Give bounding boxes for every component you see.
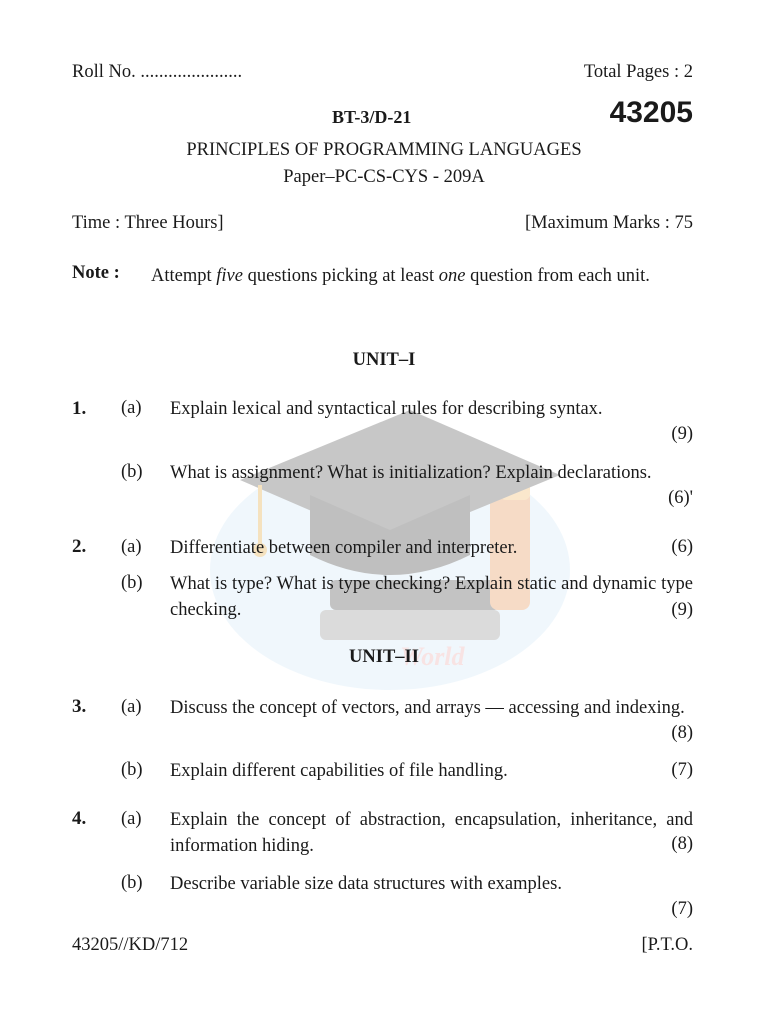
total-pages: Total Pages : 2 <box>583 62 693 82</box>
question-number: 1. <box>72 398 87 419</box>
paper-code: 43205 <box>609 96 693 129</box>
question-marks: (7) <box>671 760 693 780</box>
note-text: Attempt five questions picking at least one question from each unit. <box>151 266 650 286</box>
question-marks: (9) <box>671 600 693 620</box>
question-text: Describe variable size data structures with examples. <box>170 874 562 894</box>
question-part-label: (b) <box>121 873 143 893</box>
note-label: Note : <box>72 263 120 283</box>
note-emphasis-five: five <box>216 266 243 286</box>
question-number: 2. <box>72 536 87 557</box>
unit-heading: UNIT–II <box>349 647 419 667</box>
question-text: Discuss the concept of vectors, and arrays — accessing and indexing. <box>170 698 685 718</box>
question-text: Explain lexical and syntactical rules for describing syntax. <box>170 399 603 419</box>
question-part-label: (a) <box>121 697 142 717</box>
question-marks: (6)' <box>668 488 693 508</box>
question-text: What is assignment? What is initialization? Explain declarations. <box>170 463 652 483</box>
note-emphasis-one: one <box>438 266 466 286</box>
exam-duration: Time : Three Hours] <box>72 213 224 233</box>
question-text: Explain the concept of abstraction, encapsulation, inheritance, and information hiding. <box>170 810 693 856</box>
question-marks: (8) <box>671 723 693 743</box>
question-part-label: (a) <box>121 398 142 418</box>
subject-title: PRINCIPLES OF PROGRAMMING LANGUAGES <box>186 140 582 160</box>
question-part-label: (a) <box>121 809 142 829</box>
question-marks: (9) <box>671 424 693 444</box>
watermark-text: World <box>400 642 465 671</box>
question-marks: (8) <box>671 834 693 854</box>
question-marks: (6) <box>671 537 693 557</box>
question-marks: (7) <box>671 899 693 919</box>
unit-heading: UNIT–I <box>352 350 416 370</box>
question-text: Explain different capabilities of file handling. <box>170 761 508 781</box>
question-number: 4. <box>72 808 87 829</box>
roll-number-field: Roll No. ...................... <box>72 62 243 82</box>
question-part-label: (b) <box>121 573 143 593</box>
question-text: What is type? What is type checking? Explain static and dynamic type checking. <box>170 574 693 620</box>
question-number: 3. <box>72 696 87 717</box>
course-code: BT-3/D-21 <box>332 107 412 127</box>
paper-name: Paper–PC-CS-CYS - 209A <box>283 167 485 187</box>
maximum-marks: [Maximum Marks : 75 <box>524 213 693 233</box>
question-part-label: (b) <box>121 462 143 482</box>
footer-paper-code: 43205//KD/712 <box>72 935 189 955</box>
please-turn-over: [P.T.O. <box>641 935 693 955</box>
question-text: Differentiate between compiler and interpreter. <box>170 538 518 558</box>
question-part-label: (a) <box>121 537 142 557</box>
question-part-label: (b) <box>121 760 143 780</box>
